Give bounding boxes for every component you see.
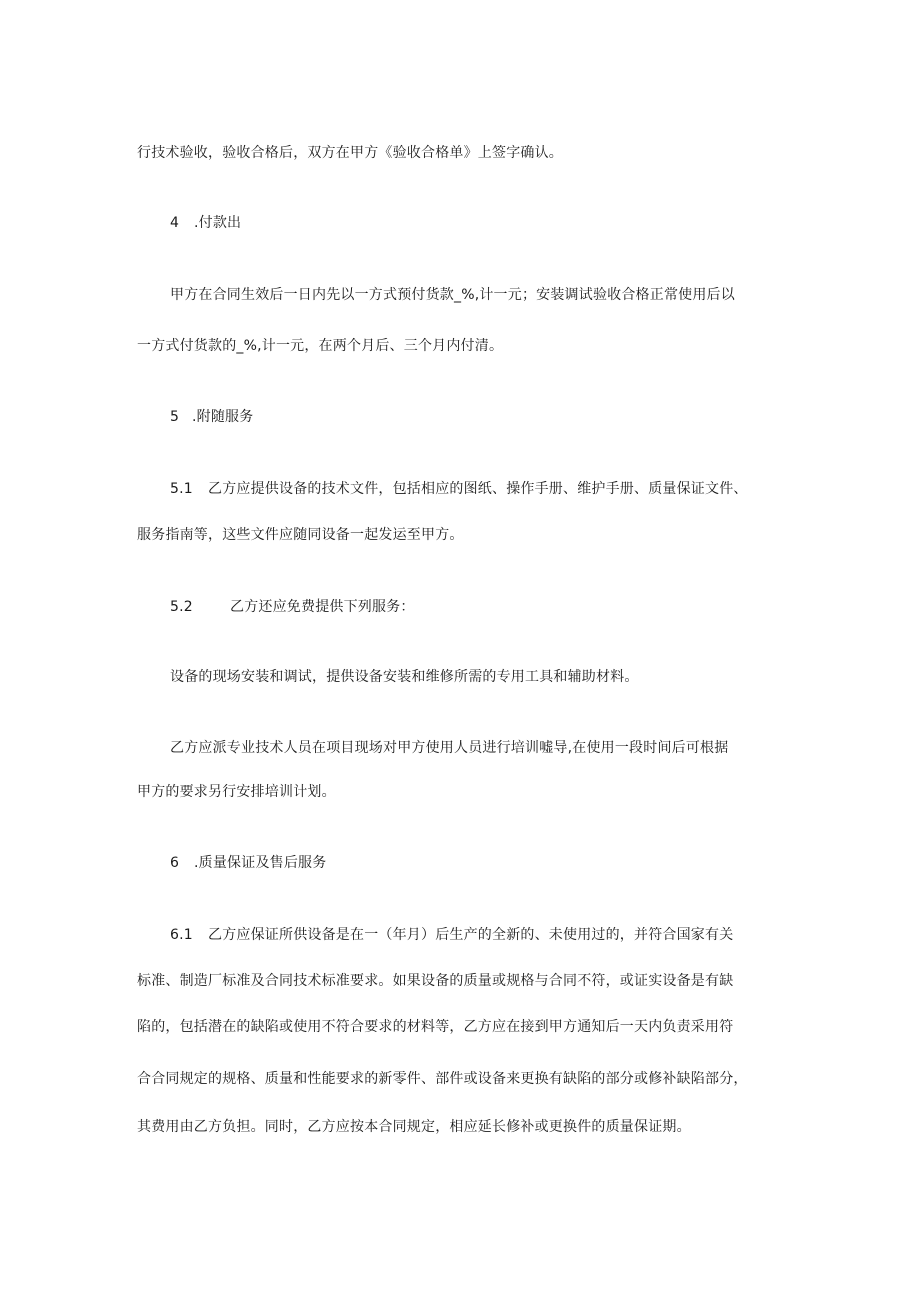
section-number: 5 [170, 409, 180, 425]
text-line: 一方式付货款的_%,计一元，在两个月后、三个月内付清。 [137, 338, 504, 354]
section-title: .附随服务 [192, 409, 254, 425]
text-line: 其费用由乙方负担。同时，乙方应按本合同规定，相应延长修补或更换件的质量保证期。 [137, 1119, 691, 1135]
text-line: 服务指南等，这些文件应随同设备一起发运至甲方。 [137, 527, 464, 543]
section-heading-5 [170, 407, 253, 427]
section-title: .付款出 [194, 215, 242, 231]
text-line: 乙方应派专业技术人员在项目现场对甲方使用人员进行培训嘘导,在使用一段时间后可根据 [170, 740, 729, 756]
text-line: 甲方的要求另行安排培训计划。 [137, 784, 336, 800]
section-heading-4 [170, 213, 241, 233]
text-line: 陷的，包括潜在的缺陷或使用不符合要求的材料等，乙方应在接到甲方通知后一天内负责采用符 [137, 1019, 734, 1035]
section-number: 4 [170, 215, 180, 231]
item-6-1 [170, 925, 733, 945]
item-5-1 [170, 479, 748, 499]
item-number: 5.1 [170, 481, 193, 497]
item-5-2 [170, 597, 415, 617]
item-text: 乙方应提供设备的技术文件，包括相应的图纸、操作手册、维护手册、质量保证文件、 [208, 481, 748, 497]
item-number: 6.1 [170, 927, 193, 943]
item-number: 5.2 [170, 599, 193, 615]
text-line: 行技术验收，验收合格后，双方在甲方《验收合格单》上签字确认。 [137, 145, 563, 161]
text-line: 合合同规定的规格、质量和性能要求的新零件、部件或设备来更换有缺陷的部分或修补缺陷部分， [137, 1071, 748, 1087]
section-heading-6 [170, 853, 326, 873]
text-line: 标准、制造厂标准及合同技术标准要求。如果设备的质量或规格与合同不符，或证实设备是有缺 [137, 973, 734, 989]
item-text: 乙方还应免费提供下列服务： [230, 599, 415, 615]
text-line: 甲方在合同生效后一日内先以一方式预付货款_%,计一元；安装调试验收合格正常使用后以 [170, 287, 735, 303]
section-title: .质量保证及售后服务 [194, 855, 327, 871]
item-text: 乙方应保证所供设备是在一（年月）后生产的全新的、未使用过的，并符合国家有关 [208, 927, 734, 943]
text-line: 设备的现场安装和调试，提供设备安装和维修所需的专用工具和辅助材料。 [170, 669, 639, 685]
section-number: 6 [170, 855, 180, 871]
